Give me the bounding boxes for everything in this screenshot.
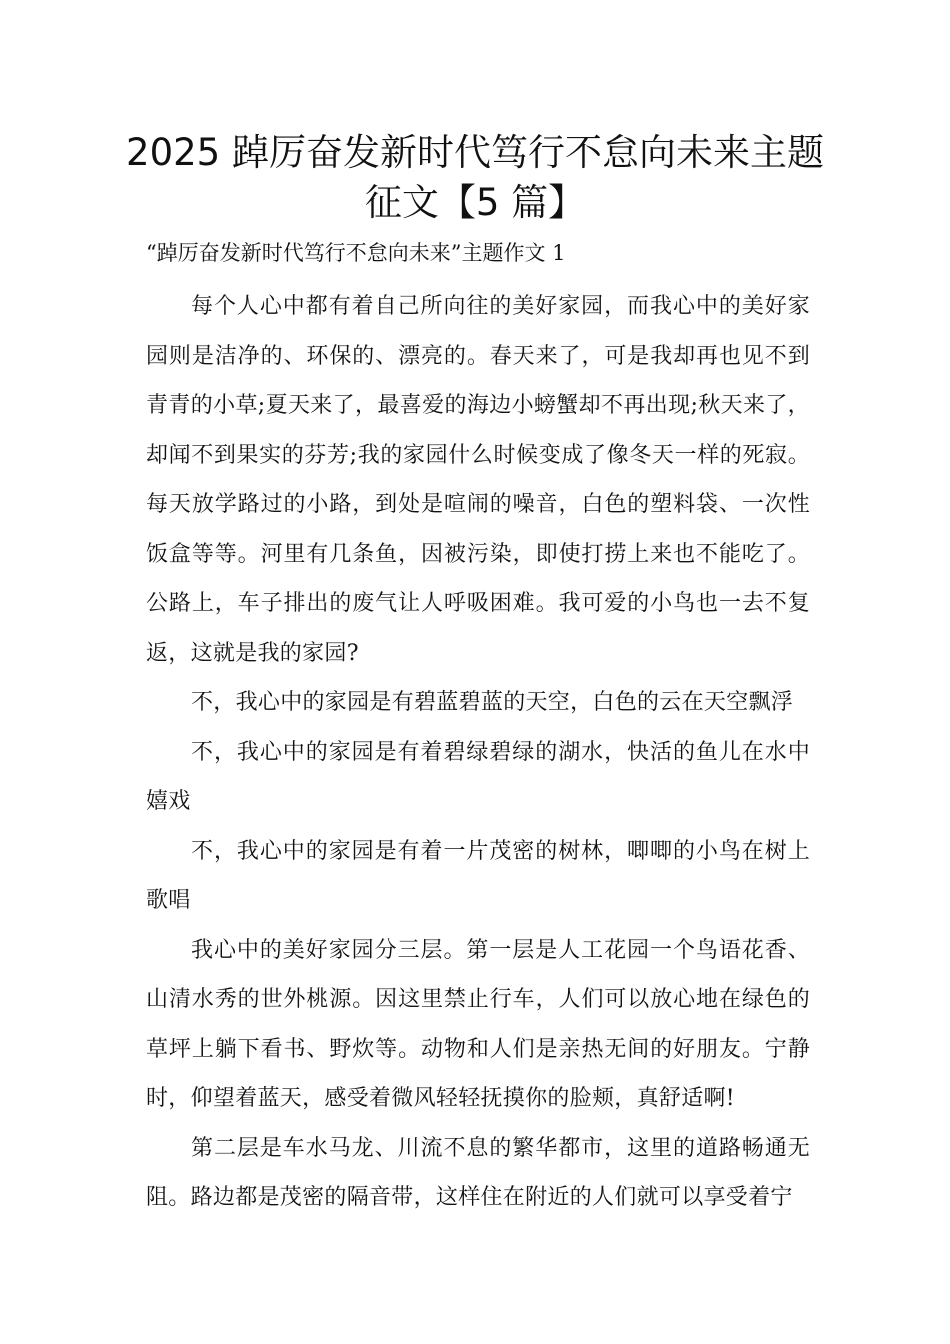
document-title: 2025 踔厉奋发新时代笃行不怠向未来主题征文【5 篇】 bbox=[126, 131, 824, 224]
paragraph: 不，我心中的家园是有着一片茂密的树林，唧唧的小鸟在树上歌唱 bbox=[146, 838, 810, 913]
essay-heading: “踔厉奋发新时代笃行不怠向未来”主题作文 1 bbox=[146, 241, 566, 265]
paragraph: 不，我心中的家园是有着碧绿碧绿的湖水，快活的鱼儿在水中嬉戏 bbox=[146, 739, 810, 814]
paragraph: 我心中的美好家园分三层。第一层是人工花园一个鸟语花香、山清水秀的世外桃源。因这里禁止行车，人们可以放心地在绿色的草坪上躺下看书、野炊等。动物和人们是亲热无间的好朋友。宁静时，仰望着蓝天，感受着微风轻轻抚摸你的脸颊，真舒适啊! bbox=[146, 937, 810, 1111]
paragraph: 第二层是车水马龙、川流不息的繁华都市，这里的道路畅通无阻。路边都是茂密的隔音带，这样住在附近的人们就可以享受着宁 bbox=[146, 1135, 810, 1210]
paragraph: 每个人心中都有着自己所向往的美好家园，而我心中的美好家园则是洁净的、环保的、漂亮的。春天来了，可是我却再也见不到青青的小草;夏天来了，最喜爱的海边小螃蟹却不再出现;秋天来了，却闻不到果实的芬芳;我的家园什么时候变成了像冬天一样的死寂。每天放学路过的小路，到处是喧闹的噪音，白色的塑料袋、一次性饭盒等等。河里有几条鱼，因被污染，即使打捞上来也不能吃了。公路上，车子排出的废气让人呼吸困难。我可爱的小鸟也一去不复返，这就是我的家园? bbox=[146, 294, 810, 666]
paragraph: 不，我心中的家园是有碧蓝碧蓝的天空，白色的云在天空飘浮 bbox=[191, 690, 794, 715]
essay-body bbox=[146, 282, 810, 1223]
